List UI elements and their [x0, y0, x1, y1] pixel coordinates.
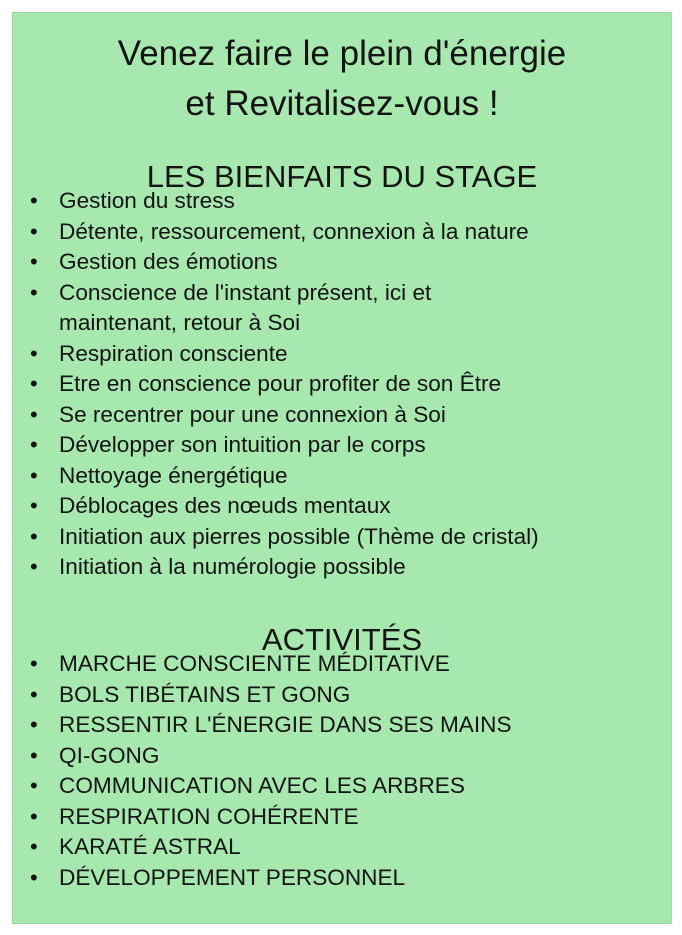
bullet-icon: •	[30, 249, 38, 274]
activity-item	[12, 802, 672, 833]
benefit-item-text: Nettoyage énergétique	[59, 462, 288, 488]
bullet-icon: •	[30, 218, 38, 244]
benefit-item	[12, 430, 672, 461]
activity-item-text: COMMUNICATION AVEC LES ARBRES	[59, 773, 465, 798]
flyer-title-line-1: Venez faire le plein d'énergie	[117, 34, 567, 73]
bullet-icon: •	[30, 279, 38, 305]
benefit-item	[12, 552, 672, 583]
benefit-item	[12, 400, 672, 431]
bullet-icon: •	[30, 712, 38, 737]
benefits-list	[12, 186, 672, 583]
activity-item	[12, 680, 672, 711]
activity-item	[12, 832, 672, 863]
benefit-item-text: Initiation à la numérologie possible	[59, 554, 406, 579]
benefit-item	[12, 522, 672, 553]
flyer-sheet	[12, 12, 672, 924]
benefit-item	[12, 186, 672, 217]
activities-heading: ACTIVITÉS	[261, 622, 423, 657]
benefit-item	[12, 339, 672, 370]
flyer-title-line-2: et Revitalisez-vous !	[185, 84, 499, 123]
activity-item-text: BOLS TIBÉTAINS ET GONG	[59, 681, 351, 707]
bullet-icon: •	[30, 523, 38, 549]
activity-item	[12, 649, 672, 680]
bullet-icon: •	[30, 742, 38, 768]
bullet-icon: •	[30, 834, 38, 859]
activity-item	[12, 741, 672, 772]
benefit-item-text: Etre en conscience pour profiter de son Être	[59, 371, 502, 396]
activity-item-text: MARCHE CONSCIENTE MÉDITATIVE	[59, 651, 450, 676]
benefit-item-text: Gestion du stress	[59, 188, 235, 213]
bullet-icon: •	[30, 462, 38, 488]
bullet-icon: •	[30, 493, 38, 518]
bullet-icon: •	[30, 803, 38, 829]
activity-item-text: DÉVELOPPEMENT PERSONNEL	[59, 864, 406, 890]
activity-item-text: KARATÉ ASTRAL	[59, 834, 241, 859]
benefit-item-text: Respiration consciente	[59, 340, 288, 366]
bullet-icon: •	[30, 432, 38, 457]
benefit-item-text: Se recentrer pour une connexion à Soi	[59, 401, 446, 427]
bullet-icon: •	[30, 554, 38, 579]
activity-item	[12, 771, 672, 802]
benefit-item	[12, 369, 672, 400]
bullet-icon: •	[30, 401, 38, 427]
benefit-item-text: Conscience de l'instant présent, ici et	[59, 279, 432, 305]
benefits-heading: LES BIENFAITS DU STAGE	[146, 159, 538, 194]
bullet-icon: •	[30, 340, 38, 366]
bullet-icon: •	[30, 651, 38, 676]
activity-item-text: RESPIRATION COHÉRENTE	[59, 803, 359, 829]
benefit-item	[12, 491, 672, 522]
bullet-icon: •	[30, 773, 38, 798]
bullet-icon: •	[30, 371, 38, 396]
activity-item	[12, 863, 672, 894]
activity-item-text: RESSENTIR L'ÉNERGIE DANS SES MAINS	[59, 712, 512, 737]
activity-item-text: QI-GONG	[59, 742, 160, 768]
benefit-item-continuation	[12, 308, 672, 339]
benefit-item-text: Détente, ressourcement, connexion à la nature	[59, 218, 529, 244]
bullet-icon: •	[30, 188, 38, 213]
benefit-item-text: Gestion des émotions	[59, 249, 278, 274]
activity-item	[12, 710, 672, 741]
benefit-item-text: Déblocages des nœuds mentaux	[59, 493, 391, 518]
bullet-icon: •	[30, 864, 38, 890]
bullet-icon: •	[30, 681, 38, 707]
activities-list	[12, 649, 672, 893]
benefit-item	[12, 217, 672, 248]
benefit-item-text: Initiation aux pierres possible (Thème de cristal)	[59, 523, 539, 549]
benefit-item	[12, 247, 672, 278]
benefit-item-text: Développer son intuition par le corps	[59, 432, 426, 457]
benefit-item	[12, 278, 672, 309]
benefit-item-text: maintenant, retour à Soi	[59, 310, 301, 335]
benefit-item	[12, 461, 672, 492]
